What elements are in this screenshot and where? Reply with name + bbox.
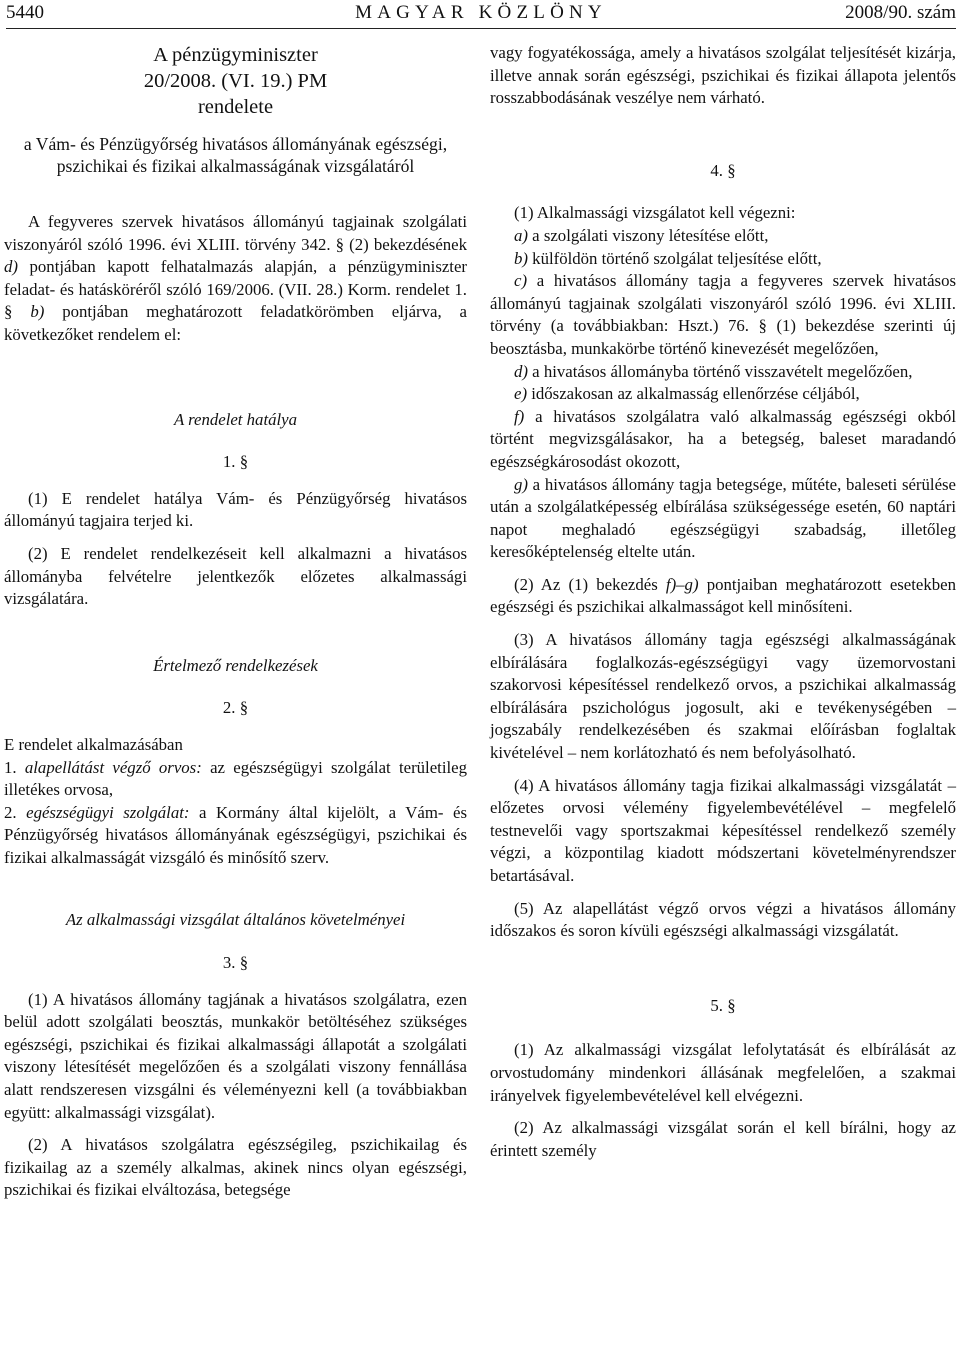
definition-2 (4, 802, 467, 870)
definition-2-term: egészségügyi szolgálat: (26, 802, 190, 822)
section-4-para-2-text-2: pontjaiban meghatározott esetekben egészségi és pszichikai alkalmasságot kell minősíteni. (490, 574, 956, 617)
issue-number: 2008/90. szám (845, 2, 956, 23)
section-4-list-item (490, 270, 956, 360)
right-column (490, 42, 956, 1162)
section-1-title: 1. § (222, 452, 249, 472)
list-item-text: időszakosan az alkalmasság ellenőrzése céljából, (527, 384, 860, 404)
section-3-para-2: (2) A hivatásos szolgálatra egészségileg, pszichikailag és fizikailag az a személy alkalmas, akinek nincs olyan egészségi, pszichikai és fizikai elváltozása, betegsége (4, 1135, 467, 1200)
page-number: 5440 (6, 2, 44, 23)
section-4-para-2 (490, 574, 956, 619)
section-1-para-2: (2) E rendelet rendelkezéseit kell alkalmazni a hivatásos állományba felvételre jelentkezők előzetes alkalmassági vizsgálatára. (4, 543, 467, 609)
preamble-text-2: pontjában kapott felhatalmazás alapján, a pénzügyminiszter feladat- és hatásköréről szóló 169/2006. (VII. 28.) Korm. rendelet 1. § (4, 257, 467, 322)
definition-2-number: 2. (4, 802, 27, 822)
section-4-title: 4. § (710, 160, 736, 180)
section-4-list-item (490, 225, 956, 248)
definition-1-text: az egészségügyi szolgálat területileg illetékes orvosa, (4, 757, 467, 800)
section-3-para-1: (1) A hivatásos állomány tagjának a hivatásos szolgálatra, ezen belül adott szolgálati beosztás, munkakör betöltéséhez szükséges egészségi, pszichikai és fizikai alkalmassági állapotát a szolgálati viszony létesítését megelőzően és a szolgálati viszony fennállása alatt rendszeresen vizsgálni és véleményezni kell (a továbbiakban együtt: alkalmassági vizsgálat). (4, 989, 467, 1122)
list-item-label: c) (514, 271, 528, 291)
list-item-text: a szolgálati viszony létesítése előtt, (527, 225, 769, 245)
section-4-list-item (490, 361, 956, 384)
list-item-text: a hivatásos szolgálatra való alkalmasság egészségi okból történt megvizsgálásakor, ha a betegség, baleset maradandó egészségkárosodást okozott, (490, 406, 956, 471)
list-item-text: külföldön történő szolgálat teljesítése előtt, (527, 248, 822, 268)
list-item-text: a hivatásos állományba történő visszavételt megelőzően, (527, 361, 913, 381)
section-3-para-2-continued: vagy fogyatékossága, amely a hivatásos szolgálat teljesítését kizárja, illetve annak során egészségi, pszichikai és fizikai állapota jelentős rosszabbodásának veszélye nem várható. (490, 43, 956, 108)
ordinance-number: 20/2008. (VI. 19.) PM (143, 70, 328, 92)
list-item-label: f) (514, 406, 525, 426)
section-5-title: 5. § (710, 995, 736, 1015)
list-item-text: a hivatásos állomány tagja betegsége, műtéte, baleseti sérülése után a szolgálatképesség elbírálása szükségessége esetén, 60 naptári napot meghaladó egészségügyi szabadság, illetőleg keresőképtelenség eltelte után. (490, 474, 956, 562)
preamble-point-ref-2: b) (30, 302, 45, 322)
list-item-label: d) (514, 361, 528, 381)
section-2-intro: E rendelet alkalmazásában (4, 734, 183, 754)
section-2-title: 2. § (222, 698, 249, 718)
section-4-para-1: (1) Alkalmassági vizsgálatot kell végezni: (514, 203, 796, 223)
section-4-list-item (490, 248, 956, 271)
section-4-list-item (490, 474, 956, 564)
section-4-para-4: (4) A hivatásos állomány tagja fizikai alkalmassági vizsgálatát – előzetes orvosi vélemény figyelembevétélével – megfelelő testnevelői vagy sportszakmai képesítéssel rendelkező személy végzi, a központilag kiadott módszertani követelményrendszer betartásával. (490, 775, 956, 885)
section-5-para-1: (1) Az alkalmassági vizsgálat lefolytatását és elbírálását az orvostudomány mindenkori állásának megfelelően, a szakmai irányelvek figyelembevételével kell elvégezni. (490, 1040, 956, 1105)
section-4-para-2-text-1: (2) Az (1) bekezdés (514, 574, 666, 594)
ordinance-authority: A pénzügyminiszter (153, 44, 318, 66)
list-item-label: g) (514, 474, 528, 494)
section-4-list-item (490, 406, 956, 474)
heading-definitions: Értelmező rendelkezések (153, 655, 318, 675)
list-item-label: e) (514, 384, 528, 404)
list-item-text: a hivatásos állomány tagja a fegyveres szervek hivatásos állományú tagjainak szolgálati viszonyáról szóló 1996. évi XLIII. törvény (a továbbiakban: Hszt.) 76. § (1) bekezdése szerinti új beosztásba, munkakörbe történő kinevezését megelőzően, (490, 271, 956, 358)
running-head (6, 0, 956, 29)
section-3-title: 3. § (222, 953, 249, 973)
heading-general-requirements: Az alkalmassági vizsgálat általános követelményei (65, 910, 406, 930)
definition-2-text: a Kormány által kijelölt, a Vám- és Pénzügyőrség hivatásos állományának egészségügyi, pszichikai és fizikai alkalmasságát vizsgáló és minősítő szerv. (4, 802, 467, 867)
definition-1-term: alapellátást végző orvos: (24, 757, 202, 777)
heading-scope: A rendelet hatálya (173, 409, 298, 429)
ordinance-subject: a Vám- és Pénzügyőrség hivatásos állományának egészségi, pszichikai és fizikai alkalmasságának vizsgálatáról (23, 134, 448, 176)
preamble-text-1: A fegyveres szervek hivatásos állományú tagjainak szolgálati viszonyáról szóló 1996. évi XLIII. törvény 342. § (2) bekezdésének (4, 212, 467, 254)
preamble (4, 211, 467, 347)
list-item-label: a) (514, 225, 528, 245)
definition-1 (4, 757, 467, 802)
section-4-para-2-point-ref: f)–g) (665, 574, 699, 594)
journal-title: MAGYAR KÖZLÖNY (355, 2, 607, 23)
left-column (4, 42, 467, 1202)
preamble-text-3: pontjában meghatározott feladatkörömben eljárva, a következőket rendelem el: (4, 302, 467, 344)
section-4-para-5: (5) Az alapellátást végző orvos végzi a hivatásos állomány időszakos és soron kívüli egészségi alkalmassági vizsgálatát. (490, 898, 956, 941)
section-1-para-1: (1) E rendelet hatálya Vám- és Pénzügyőrség hivatásos állományú tagjaira terjed ki. (4, 488, 467, 531)
list-item-label: b) (514, 248, 528, 268)
definition-1-number: 1. (4, 757, 25, 777)
section-4-para-3: (3) A hivatásos állomány tagja egészségi alkalmasságának elbírálására foglalkozás-egészségügyi vagy üzemorvostani szakorvosi képesítéssel rendelkező orvos, a pszichikai alkalmasság elbírálására pszichológus jogosult, aki e tevékenységében – jogszabály rendelkezésében és szakmai előírásban foglaltak kivételével – nem korlátozható és nem befolyásolható. (490, 630, 956, 763)
preamble-point-ref: d) (4, 257, 18, 277)
section-4-list-item (490, 383, 956, 406)
section-4-list (490, 225, 956, 564)
section-5-para-2: (2) Az alkalmassági vizsgálat során el kell bírálni, hogy az érintett személy (490, 1118, 956, 1160)
ordinance-kind: rendelete (197, 96, 274, 118)
